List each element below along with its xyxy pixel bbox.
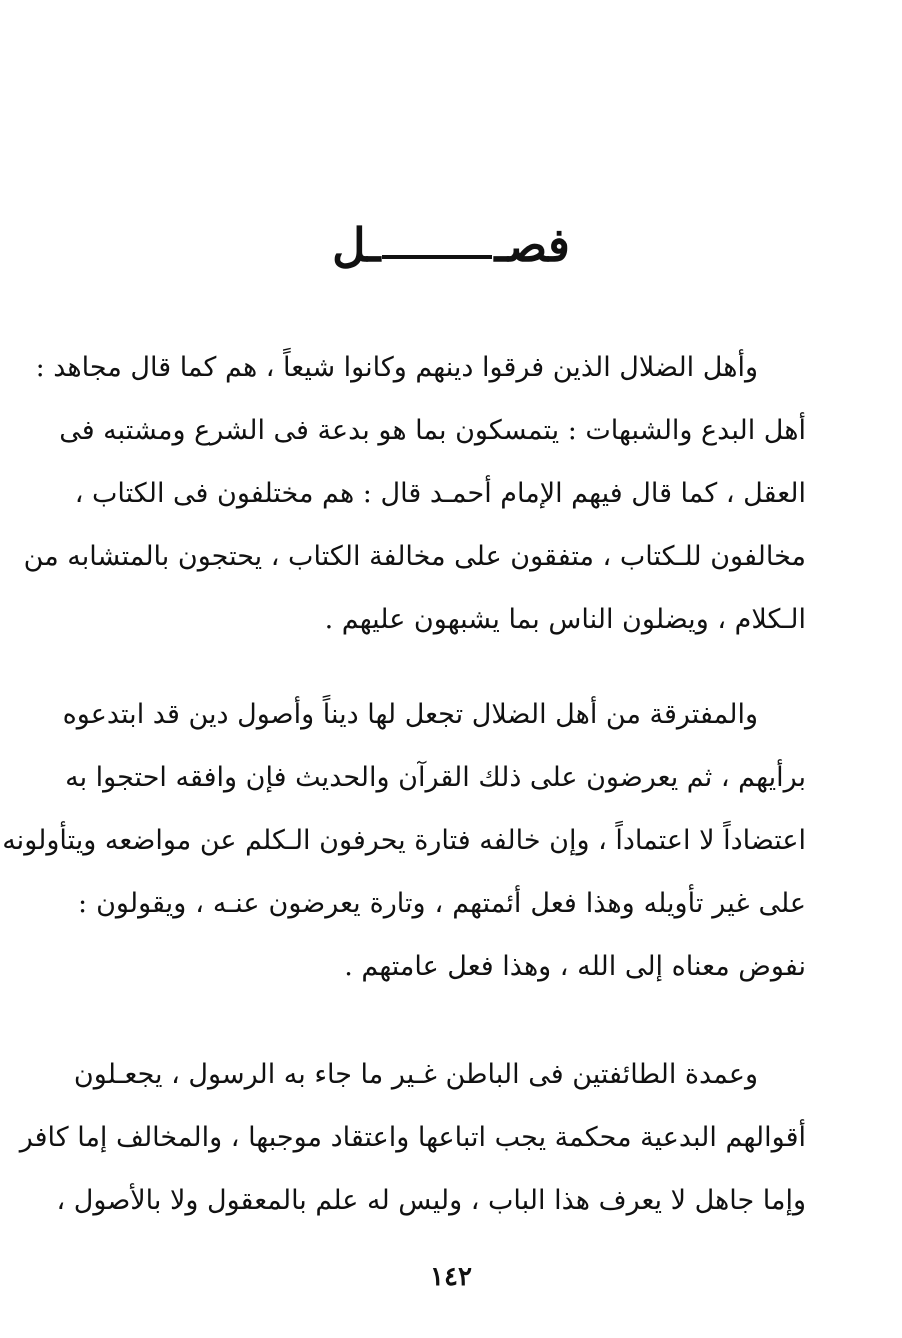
paragraph-3: [19, 1043, 806, 1232]
paragraph-line: أهل البدع والشبهات : يتمسكون بما هو بدعة فى الشرع ومشتبه فى: [59, 415, 806, 446]
paragraph-line: على غير تأويله وهذا فعل أئمتهم ، وتارة يعرضون عنـه ، ويقولون :: [78, 888, 806, 919]
heading-text-start: فصـ: [494, 218, 570, 272]
paragraph-line: أقوالهم البدعية محكمة يجب اتباعها واعتقاد موجبها ، والمخالف إما كافر: [19, 1122, 806, 1153]
paragraph-line: العقل ، كما قال فيهم الإمام أحمـد قال : هم مختلفون فى الكتاب ،: [74, 478, 806, 509]
heading-text-end: ـل: [332, 218, 381, 272]
paragraph-line: نفوض معناه إلى الله ، وهذا فعل عامتهم .: [344, 951, 806, 982]
paragraph-line: وعمدة الطائفتين فى الباطن غـير ما جاء به الرسول ، يجعـلون: [73, 1059, 758, 1090]
section-heading: [0, 218, 902, 272]
heading-kashida-line: [382, 255, 492, 259]
page-number: ١٤٢: [430, 1262, 472, 1292]
paragraph-2: [2, 683, 806, 998]
paragraph-line: برأيهم ، ثم يعرضون على ذلك القرآن والحديث فإن وافقه احتجوا به: [65, 762, 806, 793]
paragraph-line: الـكلام ، ويضلون الناس بما يشبهون عليهم .: [324, 604, 806, 635]
paragraph-line: والمفترقة من أهل الضلال تجعل لها ديناً وأصول دين قد ابتدعوه: [62, 699, 758, 730]
paragraph-1: [23, 336, 806, 651]
paragraph-line: وإما جاهل لا يعرف هذا الباب ، وليس له علم بالمعقول ولا بالأصول ،: [56, 1185, 806, 1216]
paragraph-line: مخالفون للـكتاب ، متفقون على مخالفة الكتاب ، يحتجون بالمتشابه من: [23, 541, 806, 572]
paragraph-line: اعتضاداً لا اعتماداً ، وإن خالفه فتارة يحرفون الـكلم عن مواضعه ويتأولونه: [2, 825, 806, 856]
paragraph-line: وأهل الضلال الذين فرقوا دينهم وكانوا شيعاً ، هم كما قال مجاهد :: [35, 352, 758, 383]
